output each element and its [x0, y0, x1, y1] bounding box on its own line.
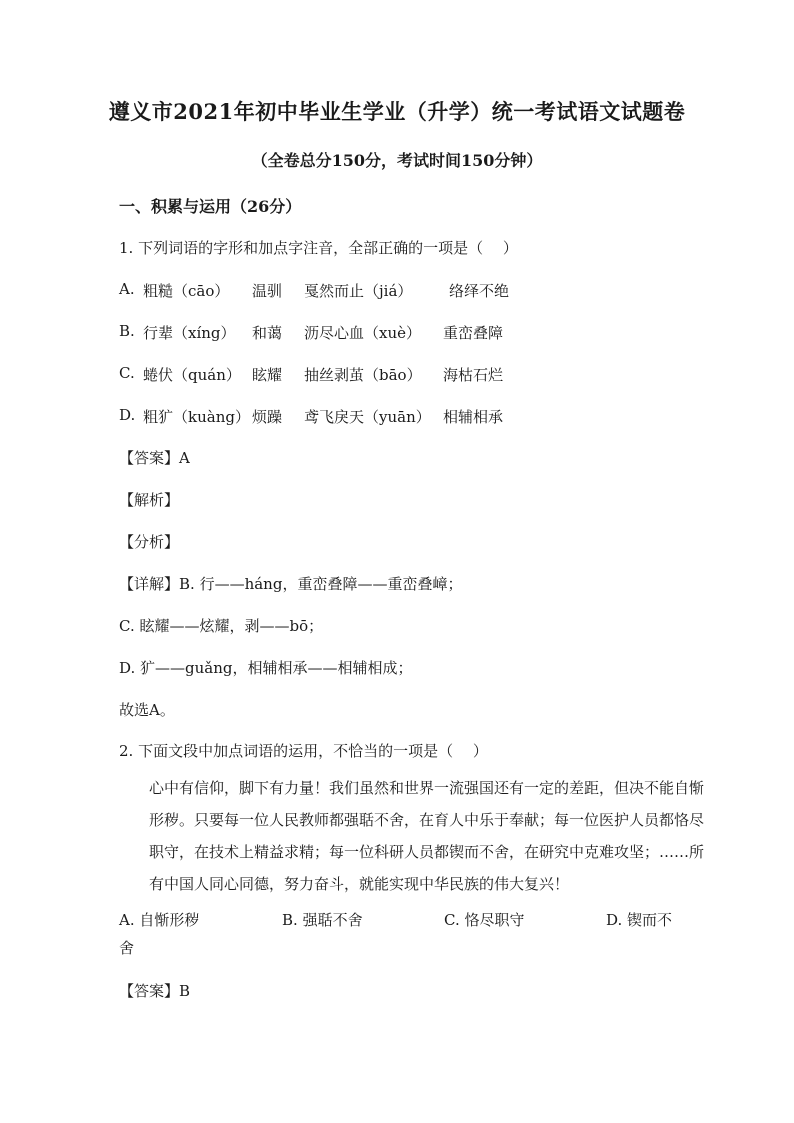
question-2-stem: 2. 下面文段中加点词语的运用，不恰当的一项是（ ） [119, 742, 488, 760]
question-1-answer [119, 447, 190, 468]
question-2-answer [119, 980, 190, 1001]
option-word: 行辈（xíng） [143, 324, 236, 342]
conclusion: 故选A。 [119, 701, 175, 719]
exam-title: 遵义市2021年初中毕业生学业（升学）统一考试语文试题卷 [108, 99, 686, 124]
option-label: D. [119, 406, 136, 424]
option-d [606, 909, 672, 930]
option-word: 和蔼 [252, 324, 283, 342]
option-label: A. [119, 911, 135, 929]
option-text: 强聒不舍 [302, 911, 363, 929]
option-text: 恪尽职守 [464, 911, 525, 929]
option-label: C. [444, 911, 460, 929]
option-word: 烦躁 [252, 408, 283, 426]
question-1-stem: 1. 下列词语的字形和加点字注音，全部正确的一项是（ ） [119, 239, 518, 257]
option-word: 粗犷（kuàng） [143, 408, 250, 426]
option-word: 粗糙（cāo） [143, 282, 230, 300]
option-b [282, 909, 363, 930]
question-2-passage: 心中有信仰，脚下有力量！我们虽然和世界一流强国还有一定的差距，但决不能自惭形秽。只要每一位人民教师都强聒不舍，在育人中乐于奉献；每一位医护人员都恪尽职守，在技术上精益求精；每一位科研人员都锲而不舍，在研究中克难攻坚；……所有中国人同心同德，努力奋斗，就能实现中华民族的伟大复兴！ [149, 779, 705, 893]
option-text: 自惭形秽 [139, 911, 200, 929]
option-word: 戛然而止（jiá） [304, 282, 413, 300]
option-label: A. [119, 280, 135, 298]
section-heading: 一、积累与运用（26分） [119, 197, 302, 216]
option-d-wrap: 舍 [119, 939, 135, 957]
option-c [444, 909, 525, 930]
answer-tag: 【答案】 [119, 982, 180, 1000]
option-word: 重峦叠障 [443, 324, 504, 342]
option-word: 海枯石烂 [443, 366, 504, 384]
option-label: C. [119, 364, 135, 382]
answer-value: A [179, 449, 190, 467]
option-word: 鸢飞戾天（yuān） [304, 408, 431, 426]
option-word: 温驯 [252, 282, 283, 300]
option-text: 锲而不 [627, 911, 673, 929]
option-label: B. [119, 322, 135, 340]
option-word: 络绎不绝 [449, 282, 510, 300]
detail-text: B. 行——háng，重峦叠障——重峦叠嶂； [179, 575, 463, 593]
detail-tag: 【详解】 [119, 575, 180, 593]
fenxi-tag: 【分析】 [119, 533, 180, 551]
option-word: 蜷伏（quán） [143, 366, 241, 384]
detail-line-b [119, 573, 462, 594]
option-label: D. [606, 911, 623, 929]
answer-value: B [179, 982, 191, 1000]
option-word: 沥尽心血（xuè） [304, 324, 421, 342]
option-word: 抽丝剥茧（bāo） [304, 366, 422, 384]
answer-tag: 【答案】 [119, 449, 180, 467]
detail-line-d: D. 犷——guǎng，相辅相承——相辅相成； [119, 659, 413, 677]
exam-subtitle: （全卷总分150分，考试时间150分钟） [251, 151, 543, 170]
detail-line-c: C. 眩耀——炫耀，剥——bō； [119, 617, 324, 635]
option-label: B. [282, 911, 298, 929]
analysis-tag: 【解析】 [119, 491, 180, 509]
option-word: 眩耀 [252, 366, 283, 384]
option-a [119, 909, 199, 930]
option-word: 相辅相承 [443, 408, 504, 426]
